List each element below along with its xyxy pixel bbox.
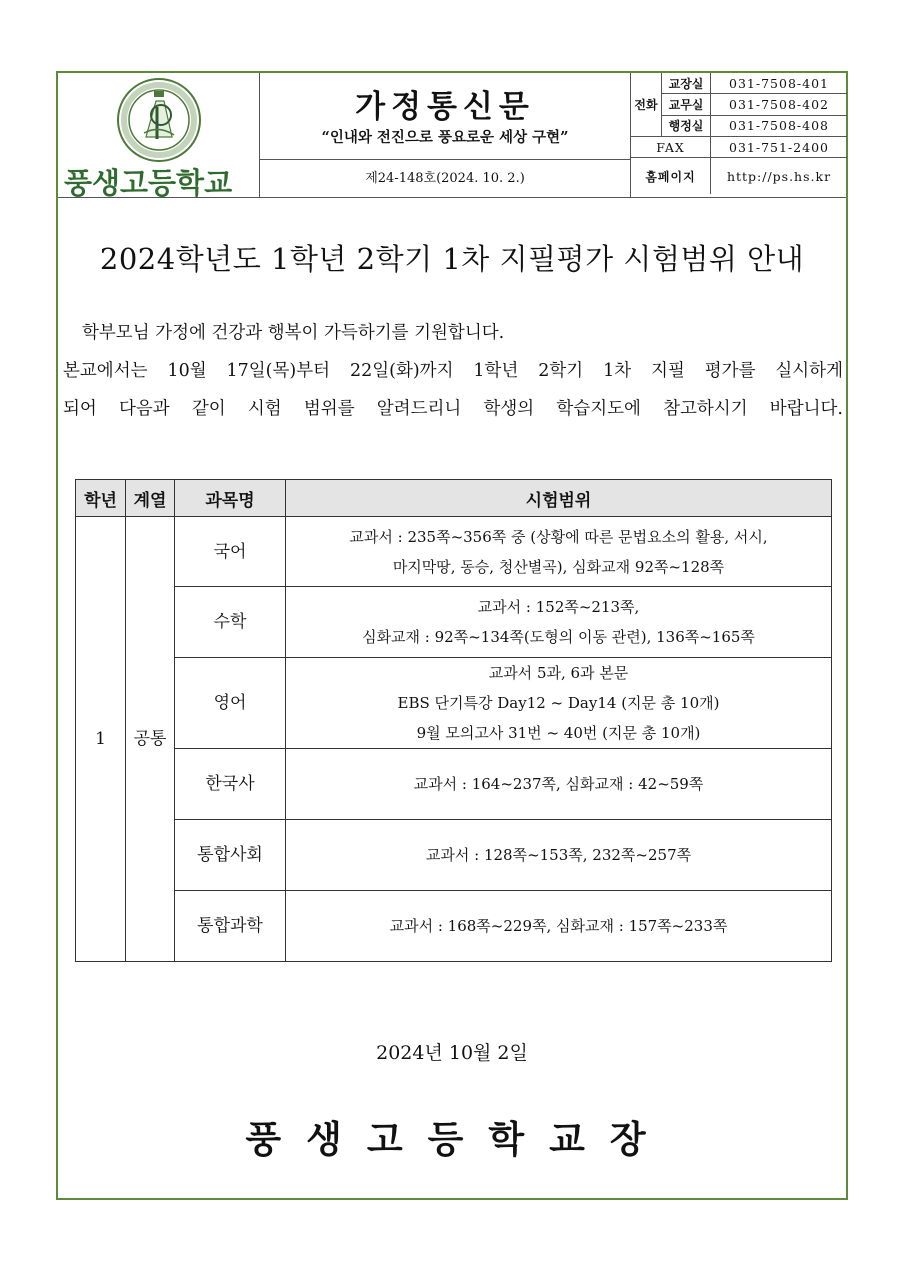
table-row <box>76 658 832 749</box>
contact-label: 교무실 <box>662 94 711 115</box>
tel-label: 전화 <box>631 73 662 136</box>
principal-signature: 풍생고등학교장 <box>245 1117 671 1161</box>
contact-label: 교장실 <box>662 73 711 94</box>
table-row <box>76 587 832 658</box>
document-title: 2024학년도 1학년 2학기 1차 지필평가 시험범위 안내 <box>99 242 805 276</box>
scope-line: 교과서 : 168쪽~229쪽, 심화교재 : 157쪽~233쪽 <box>389 917 728 935</box>
column-header: 계열 <box>126 480 175 517</box>
table-row <box>76 891 832 962</box>
contact-value: 031-7508-401 <box>711 73 848 94</box>
school-seal-icon <box>116 77 202 163</box>
homepage-label: 홈페이지 <box>631 158 711 195</box>
scope-cell <box>286 820 832 891</box>
table-row <box>76 820 832 891</box>
issue-date: 2024년 10월 2일 <box>376 1042 528 1064</box>
greeting-paragraph: 학부모님 가정에 건강과 행복이 가득하기를 기원합니다. <box>82 323 505 343</box>
body-paragraph-line2: 되어 다음과 같이 시험 범위를 알려드리니 학생의 학습지도에 참고하시기 바랍니다. <box>63 399 843 419</box>
table-row <box>76 749 832 820</box>
homepage-link[interactable]: http://ps.hs.kr <box>711 158 848 195</box>
subject-cell: 영어 <box>175 658 286 749</box>
scope-cell <box>286 517 832 587</box>
fax-label: FAX <box>631 136 711 157</box>
body-paragraph-line1: 본교에서는 10월 17일(목)부터 22일(화)까지 1학년 2학기 1차 지필 평가를 실시하게 <box>63 361 843 381</box>
subject-cell: 통합사회 <box>175 820 286 891</box>
scope-line: 교과서 : 235쪽~356쪽 중 (상황에 따른 문법요소의 활용, 서시, <box>349 527 768 546</box>
scope-line: 심화교재 : 92쪽~134쪽(도형의 이동 관련), 136쪽~165쪽 <box>362 628 755 646</box>
letter-title: 가정통신문 <box>355 89 535 125</box>
school-motto: “인내와 전진으로 풍요로운 세상 구현” <box>321 129 569 146</box>
column-header: 시험범위 <box>286 480 832 517</box>
contact-value: 031-7508-402 <box>711 94 848 115</box>
scope-line: 9월 모의고사 31번 ~ 40번 (지문 총 10개) <box>416 724 701 742</box>
scope-line: 마지막땅, 동승, 청산별곡), 심화교재 92쪽~128쪽 <box>392 557 725 576</box>
contact-table <box>630 73 847 197</box>
scope-cell <box>286 587 832 658</box>
scope-line: 교과서 : 152쪽~213쪽, <box>477 598 640 616</box>
contact-label: 행정실 <box>662 115 711 136</box>
title-cell <box>260 73 630 160</box>
school-logo <box>58 73 260 200</box>
scope-cell <box>286 749 832 820</box>
subject-cell: 통합과학 <box>175 891 286 962</box>
series-cell: 공통 <box>126 517 175 962</box>
column-header: 학년 <box>76 480 126 517</box>
scope-line: EBS 단기특강 Day12 ~ Day14 (지문 총 10개) <box>397 694 720 712</box>
column-header: 과목명 <box>175 480 286 517</box>
table-row <box>76 517 832 587</box>
letter-header <box>58 73 846 198</box>
scope-line: 교과서 : 164~237쪽, 심화교재 : 42~59쪽 <box>413 775 704 793</box>
scope-cell <box>286 891 832 962</box>
issue-number: 제24-148호(2024. 10. 2.) <box>365 171 525 186</box>
subject-cell: 한국사 <box>175 749 286 820</box>
scope-line: 교과서 5과, 6과 본문 <box>488 664 629 682</box>
fax-value: 031-751-2400 <box>711 136 848 157</box>
school-name-logo: 풍생고등학교 <box>64 166 233 200</box>
scope-line: 교과서 : 128쪽~153쪽, 232쪽~257쪽 <box>425 846 692 864</box>
document-frame <box>56 71 848 1200</box>
subject-cell: 수학 <box>175 587 286 658</box>
grade-cell: 1 <box>76 517 126 962</box>
contact-value: 031-7508-408 <box>711 115 848 136</box>
table-header-row <box>76 480 832 517</box>
subject-cell: 국어 <box>175 517 286 587</box>
scope-cell <box>286 658 832 749</box>
exam-scope-table <box>75 479 832 962</box>
